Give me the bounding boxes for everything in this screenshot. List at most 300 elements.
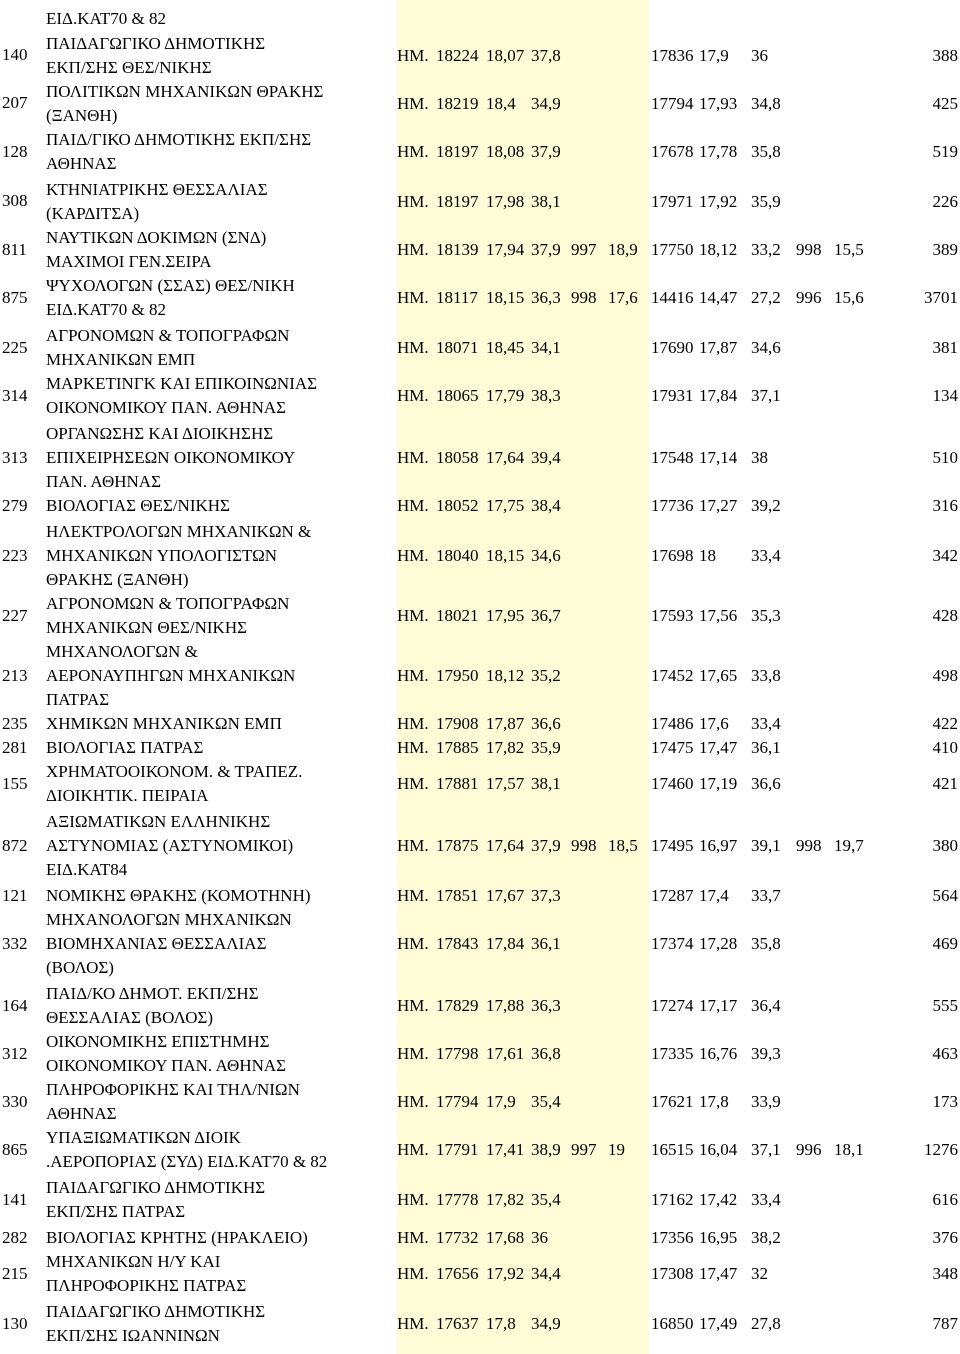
row-code: 811 <box>2 240 27 259</box>
row-value: 34,1 <box>531 338 561 357</box>
row-value: 17931 <box>651 386 694 405</box>
row-value: 15,5 <box>834 240 864 259</box>
table-row <box>0 1226 960 1250</box>
row-hm-label: ΗΜ. <box>397 666 429 685</box>
school-name-line: ΑΘΗΝΑΣ <box>46 154 117 173</box>
row-value: 18,9 <box>608 240 638 259</box>
table-row <box>0 80 960 126</box>
row-value: 33,9 <box>751 1092 781 1111</box>
school-name-line: ΥΠΑΞΙΩΜΑΤΙΚΩΝ ΔΙΟΙΚ <box>46 1128 241 1147</box>
continued-label: ΕΙΔ.ΚΑΤ70 & 82 <box>46 9 167 28</box>
table-row <box>0 1250 960 1298</box>
school-name-line: ΠΑΙΔΑΓΩΓΙΚΟ ΔΗΜΟΤΙΚΗΣ <box>46 34 266 53</box>
row-value: 18040 <box>436 546 479 565</box>
table-row <box>0 226 960 274</box>
table-row <box>0 760 960 808</box>
row-hm-label: ΗΜ. <box>397 774 429 793</box>
school-name-line: ΘΕΣΣΑΛΙΑΣ (ΒΟΛΟΣ) <box>46 1008 214 1027</box>
row-value: 17,68 <box>486 1228 525 1247</box>
row-code: 141 <box>2 1190 28 1209</box>
row-rank: 316 <box>932 496 958 515</box>
row-value: 17,56 <box>699 606 738 625</box>
row-value: 18065 <box>436 386 479 405</box>
row-value: 17,64 <box>486 448 525 467</box>
row-value: 19 <box>608 1140 625 1159</box>
row-code: 164 <box>2 996 28 1015</box>
row-value: 17,79 <box>486 386 525 405</box>
row-value: 17908 <box>436 714 479 733</box>
row-value: 18,4 <box>486 94 516 113</box>
row-value: 17875 <box>436 836 479 855</box>
row-code: 330 <box>2 1092 28 1111</box>
row-rank: 173 <box>932 1092 958 1111</box>
row-school-name <box>46 1250 391 1298</box>
row-value: 15,6 <box>834 288 864 307</box>
row-value: 17794 <box>436 1092 479 1111</box>
row-value: 33,4 <box>751 546 781 565</box>
row-school-name <box>46 520 391 592</box>
row-rank: 1276 <box>924 1140 958 1159</box>
row-value: 38,3 <box>531 386 561 405</box>
row-value: 17950 <box>436 666 479 685</box>
row-value: 18219 <box>436 94 479 113</box>
row-value: 17885 <box>436 738 479 757</box>
school-name-line: (ΞΑΝΘΗ) <box>46 106 118 125</box>
row-value: 17308 <box>651 1264 694 1283</box>
row-value: 35,4 <box>531 1092 561 1111</box>
row-value: 17486 <box>651 714 694 733</box>
row-value: 17,95 <box>486 606 525 625</box>
row-code: 332 <box>2 934 28 953</box>
row-school-name <box>46 32 391 80</box>
row-value: 36,3 <box>531 996 561 1015</box>
row-code: 279 <box>2 496 28 515</box>
row-value: 33,8 <box>751 666 781 685</box>
row-value: 17698 <box>651 546 694 565</box>
row-value: 17,93 <box>699 94 738 113</box>
row-hm-label: ΗΜ. <box>397 448 429 467</box>
row-school-name <box>46 128 391 176</box>
row-value: 17475 <box>651 738 694 757</box>
row-rank: 463 <box>932 1044 958 1063</box>
row-value: 39,4 <box>531 448 561 467</box>
row-value: 34,9 <box>531 1314 561 1333</box>
school-name-line: ΒΙΟΛΟΓΙΑΣ ΚΡΗΤΗΣ (ΗΡΑΚΛΕΙΟ) <box>46 1228 308 1247</box>
school-name-line: (ΒΟΛΟΣ) <box>46 958 114 977</box>
row-code: 213 <box>2 666 28 685</box>
row-hm-label: ΗΜ. <box>397 240 429 259</box>
row-value: 36,7 <box>531 606 561 625</box>
row-value: 34,9 <box>531 94 561 113</box>
row-rank: 616 <box>932 1190 958 1209</box>
row-value: 17,14 <box>699 448 738 467</box>
row-hm-label: ΗΜ. <box>397 606 429 625</box>
row-hm-label: ΗΜ. <box>397 1228 429 1247</box>
row-rank: 421 <box>932 774 958 793</box>
row-value: 18,45 <box>486 338 525 357</box>
school-name-line: ΠΑΙΔΑΓΩΓΙΚΟ ΔΗΜΟΤΙΚΗΣ <box>46 1178 266 1197</box>
row-value: 17,61 <box>486 1044 525 1063</box>
table-row <box>0 736 960 760</box>
school-name-line: ΟΙΚΟΝΟΜΙΚΟΥ ΠΑΝ. ΑΘΗΝΑΣ <box>46 398 287 417</box>
row-code: 282 <box>2 1228 28 1247</box>
row-value: 33,4 <box>751 1190 781 1209</box>
row-value: 34,4 <box>531 1264 561 1283</box>
row-code: 308 <box>2 191 28 210</box>
row-code: 865 <box>2 1140 28 1159</box>
school-name-line: ΑΓΡΟΝΟΜΩΝ & ΤΟΠΟΓΡΑΦΩΝ <box>46 594 290 613</box>
school-name-line: ΕΙΔ.ΚΑΤ84 <box>46 860 128 879</box>
row-school-name <box>46 178 391 226</box>
table-row <box>0 712 960 736</box>
row-value: 18,15 <box>486 546 525 565</box>
table-row <box>0 982 960 1030</box>
row-value: 17,64 <box>486 836 525 855</box>
row-school-name <box>46 760 391 808</box>
row-value: 17,6 <box>699 714 729 733</box>
row-value: 17736 <box>651 496 694 515</box>
row-value: 997 <box>571 1140 597 1159</box>
row-code: 313 <box>2 448 28 467</box>
row-value: 16515 <box>651 1140 694 1159</box>
row-rank: 388 <box>932 46 958 65</box>
row-value: 17778 <box>436 1190 479 1209</box>
row-value: 17750 <box>651 240 694 259</box>
row-value: 38,9 <box>531 1140 561 1159</box>
school-name-line: ΠΑΤΡΑΣ <box>46 690 110 709</box>
school-name-line: ΠΑΙΔ/ΓΙΚΟ ΔΗΜΟΤΙΚΗΣ ΕΚΠ/ΣΗΣ <box>46 130 312 149</box>
row-value: 38,4 <box>531 496 561 515</box>
row-value: 17,75 <box>486 496 525 515</box>
row-value: 38 <box>751 448 768 467</box>
row-value: 17162 <box>651 1190 694 1209</box>
row-value: 997 <box>571 240 597 259</box>
table-row <box>0 908 960 980</box>
row-hm-label: ΗΜ. <box>397 338 429 357</box>
row-hm-label: ΗΜ. <box>397 836 429 855</box>
school-name-line: ΝΟΜΙΚΗΣ ΘΡΑΚΗΣ (ΚΟΜΟΤΗΝΗ) <box>46 886 311 905</box>
row-value: 17,84 <box>486 934 525 953</box>
row-value: 14,47 <box>699 288 738 307</box>
row-rank: 564 <box>932 886 958 905</box>
row-value: 19,7 <box>834 836 864 855</box>
row-value: 17637 <box>436 1314 479 1333</box>
table-row <box>0 32 960 78</box>
row-value: 17794 <box>651 94 694 113</box>
row-value: 17,87 <box>486 714 525 733</box>
row-hm-label: ΗΜ. <box>397 714 429 733</box>
row-value: 37,9 <box>531 240 561 259</box>
row-value: 17836 <box>651 46 694 65</box>
row-school-name <box>46 908 391 980</box>
row-hm-label: ΗΜ. <box>397 46 429 65</box>
school-name-line: ΟΙΚΟΝΟΜΙΚΟΥ ΠΑΝ. ΑΘΗΝΑΣ <box>46 1056 287 1075</box>
school-name-line: ΑΞΙΩΜΑΤΙΚΩΝ ΕΛΛΗΝΙΚΗΣ <box>46 812 271 831</box>
school-name-line: ΟΡΓΑΝΩΣΗΣ ΚΑΙ ΔΙΟΙΚΗΣΗΣ <box>46 424 274 443</box>
row-value: 18,07 <box>486 46 525 65</box>
school-name-line: ΧΗΜΙΚΩΝ ΜΗΧΑΝΙΚΩΝ ΕΜΠ <box>46 714 282 733</box>
row-value: 18,15 <box>486 288 525 307</box>
row-rank: 425 <box>932 94 958 113</box>
row-value: 34,8 <box>751 94 781 113</box>
school-name-line: ΒΙΟΛΟΓΙΑΣ ΘΕΣ/ΝΙΚΗΣ <box>46 496 230 515</box>
row-value: 35,3 <box>751 606 781 625</box>
row-hm-label: ΗΜ. <box>397 1044 429 1063</box>
row-value: 17,47 <box>699 738 738 757</box>
row-value: 17851 <box>436 886 479 905</box>
row-value: 17,82 <box>486 1190 525 1209</box>
row-value: 17656 <box>436 1264 479 1283</box>
row-value: 36,3 <box>531 288 561 307</box>
row-hm-label: ΗΜ. <box>397 1190 429 1209</box>
school-name-line: ΜΗΧΑΝΙΚΩΝ ΘΕΣ/ΝΙΚΗΣ <box>46 618 247 637</box>
row-value: 18021 <box>436 606 479 625</box>
school-name-line: ΑΣΤΥΝΟΜΙΑΣ (ΑΣΤΥΝΟΜΙΚΟΙ) <box>46 836 294 855</box>
row-code: 207 <box>2 93 28 112</box>
row-school-name <box>46 810 391 882</box>
row-value: 18071 <box>436 338 479 357</box>
school-name-line: ΜΗΧΑΝΙΚΩΝ ΥΠΟΛΟΓΙΣΤΩΝ <box>46 546 277 565</box>
school-name-line: ΜΗΧΑΝΙΚΩΝ Η/Υ ΚΑΙ <box>46 1252 221 1271</box>
row-value: 16850 <box>651 1314 694 1333</box>
row-rank: 380 <box>932 836 958 855</box>
row-hm-label: ΗΜ. <box>397 94 429 113</box>
row-value: 17460 <box>651 774 694 793</box>
table-row <box>0 810 960 882</box>
school-name-line: ΘΡΑΚΗΣ (ΞΑΝΘΗ) <box>46 570 189 589</box>
row-value: 17,98 <box>486 192 525 211</box>
row-value: 35,8 <box>751 934 781 953</box>
school-name-line: ΜΑΧΙΜΟΙ ΓΕΝ.ΣΕΙΡΑ <box>46 252 212 271</box>
table-row <box>0 372 960 420</box>
row-rank: 134 <box>932 386 958 405</box>
row-value: 17829 <box>436 996 479 1015</box>
row-value: 35,9 <box>531 738 561 757</box>
row-value: 36 <box>531 1228 548 1247</box>
row-value: 36,6 <box>531 714 561 733</box>
row-hm-label: ΗΜ. <box>397 142 429 161</box>
row-school-name <box>46 884 391 908</box>
row-value: 996 <box>796 1140 822 1159</box>
row-value: 37,9 <box>531 836 561 855</box>
school-name-line: ΕΠΙΧΕΙΡΗΣΕΩΝ ΟΙΚΟΝΟΜΙΚΟΥ <box>46 448 296 467</box>
school-name-line: (ΚΑΡΔΙΤΣΑ) <box>46 204 140 223</box>
row-value: 17,27 <box>699 496 738 515</box>
school-name-line: ΜΗΧΑΝΟΛΟΓΩΝ & <box>46 642 198 661</box>
row-code: 314 <box>2 386 28 405</box>
row-value: 17274 <box>651 996 694 1015</box>
row-value: 998 <box>796 240 822 259</box>
row-hm-label: ΗΜ. <box>397 738 429 757</box>
row-value: 998 <box>796 836 822 855</box>
row-hm-label: ΗΜ. <box>397 546 429 565</box>
row-school-name <box>46 1176 391 1224</box>
row-value: 998 <box>571 836 597 855</box>
row-rank: 226 <box>932 192 958 211</box>
school-name-line: ΑΘΗΝΑΣ <box>46 1104 117 1123</box>
row-school-name <box>46 226 391 274</box>
row-value: 16,97 <box>699 836 738 855</box>
row-value: 17,92 <box>486 1264 525 1283</box>
row-code: 130 <box>2 1314 28 1333</box>
row-value: 33,2 <box>751 240 781 259</box>
row-value: 27,8 <box>751 1314 781 1333</box>
row-value: 17452 <box>651 666 694 685</box>
school-name-line: ΠΟΛΙΤΙΚΩΝ ΜΗΧΑΝΙΚΩΝ ΘΡΑΚΗΣ <box>46 82 324 101</box>
school-name-line: ΝΑΥΤΙΚΩΝ ΔΟΚΙΜΩΝ (ΣΝΔ) <box>46 228 267 247</box>
row-school-name <box>46 1226 391 1250</box>
row-value: 34,6 <box>751 338 781 357</box>
row-value: 17,9 <box>486 1092 516 1111</box>
row-hm-label: ΗΜ. <box>397 996 429 1015</box>
row-value: 17732 <box>436 1228 479 1247</box>
table-row <box>0 592 960 640</box>
table-row <box>0 1126 960 1174</box>
school-name-line: ΕΚΠ/ΣΗΣ ΠΑΤΡΑΣ <box>46 1202 186 1221</box>
row-value: 17,67 <box>486 886 525 905</box>
row-value: 17593 <box>651 606 694 625</box>
row-rank: 376 <box>932 1228 958 1247</box>
row-value: 17287 <box>651 886 694 905</box>
row-code: 227 <box>2 606 28 625</box>
row-value: 18,1 <box>834 1140 864 1159</box>
row-hm-label: ΗΜ. <box>397 1264 429 1283</box>
row-rank: 389 <box>932 240 958 259</box>
school-name-line: ΜΑΡΚΕΤΙΝΓΚ ΚΑΙ ΕΠΙΚΟΙΝΩΝΙΑΣ <box>46 374 318 393</box>
row-school-name <box>46 1126 391 1174</box>
row-value: 17,78 <box>699 142 738 161</box>
row-rank: 422 <box>932 714 958 733</box>
row-value: 17,65 <box>699 666 738 685</box>
school-name-line: ΠΛΗΡΟΦΟΡΙΚΗΣ ΠΑΤΡΑΣ <box>46 1276 247 1295</box>
row-value: 18 <box>699 546 716 565</box>
row-value: 17690 <box>651 338 694 357</box>
row-value: 17,92 <box>699 192 738 211</box>
table-row <box>0 1300 960 1348</box>
row-value: 18117 <box>436 288 478 307</box>
row-value: 18,08 <box>486 142 525 161</box>
row-code: 215 <box>2 1264 28 1283</box>
row-school-name <box>46 274 391 322</box>
row-code: 281 <box>2 738 28 757</box>
row-value: 36,1 <box>751 738 781 757</box>
school-name-line: ΠΛΗΡΟΦΟΡΙΚΗΣ ΚΑΙ ΤΗΛ/ΝΙΩΝ <box>46 1080 300 1099</box>
table-row <box>0 324 960 372</box>
row-rank: 787 <box>932 1314 958 1333</box>
row-school-name <box>46 736 391 760</box>
table-row <box>0 494 960 518</box>
row-code: 225 <box>2 338 28 357</box>
row-value: 17,88 <box>486 996 525 1015</box>
row-value: 18,5 <box>608 836 638 855</box>
school-name-line: ΕΚΠ/ΣΗΣ ΘΕΣ/ΝΙΚΗΣ <box>46 58 212 77</box>
row-value: 17,42 <box>699 1190 738 1209</box>
row-rank: 469 <box>932 934 958 953</box>
row-school-name <box>46 372 391 420</box>
row-rank: 498 <box>932 666 958 685</box>
table-row <box>0 178 960 224</box>
row-value: 37,3 <box>531 886 561 905</box>
row-value: 34,6 <box>531 546 561 565</box>
row-value: 17,8 <box>699 1092 729 1111</box>
table-row <box>0 1078 960 1126</box>
row-code: 235 <box>2 714 28 733</box>
row-value: 32 <box>751 1264 768 1283</box>
row-value: 35,4 <box>531 1190 561 1209</box>
row-hm-label: ΗΜ. <box>397 934 429 953</box>
row-value: 36,6 <box>751 774 781 793</box>
row-code: 128 <box>2 142 28 161</box>
row-value: 16,76 <box>699 1044 738 1063</box>
row-value: 17791 <box>436 1140 479 1159</box>
row-hm-label: ΗΜ. <box>397 1314 429 1333</box>
school-name-line: ΨΥΧΟΛΟΓΩΝ (ΣΣΑΣ) ΘΕΣ/ΝΙΚΗ <box>46 276 295 295</box>
row-value: 39,2 <box>751 496 781 515</box>
row-value: 17881 <box>436 774 479 793</box>
row-school-name <box>46 1030 391 1078</box>
row-hm-label: ΗΜ. <box>397 386 429 405</box>
row-value: 37,9 <box>531 142 561 161</box>
row-hm-label: ΗΜ. <box>397 886 429 905</box>
row-value: 18197 <box>436 192 479 211</box>
row-rank: 410 <box>932 738 958 757</box>
school-name-line: ΑΓΡΟΝΟΜΩΝ & ΤΟΠΟΓΡΑΦΩΝ <box>46 326 290 345</box>
row-school-name <box>46 80 391 128</box>
row-value: 17,84 <box>699 386 738 405</box>
school-name-line: ΟΙΚΟΝΟΜΙΚΗΣ ΕΠΙΣΤΗΜΗΣ <box>46 1032 270 1051</box>
row-value: 38,1 <box>531 192 561 211</box>
row-value: 17,4 <box>699 886 729 905</box>
school-name-line: ΕΚΠ/ΣΗΣ ΙΩΑΝΝΙΝΩΝ <box>46 1326 220 1345</box>
school-name-line: ΔΙΟΙΚΗΤΙΚ. ΠΕΙΡΑΙΑ <box>46 786 209 805</box>
row-value: 18139 <box>436 240 479 259</box>
row-value: 35,9 <box>751 192 781 211</box>
row-value: 18,12 <box>486 666 525 685</box>
row-code: 312 <box>2 1044 28 1063</box>
row-code: 140 <box>2 45 28 64</box>
school-name-line: ΚΤΗΝΙΑΤΡΙΚΗΣ ΘΕΣΣΑΛΙΑΣ <box>46 180 268 199</box>
row-code: 875 <box>2 288 28 307</box>
row-value: 17,87 <box>699 338 738 357</box>
row-value: 35,8 <box>751 142 781 161</box>
row-value: 17,8 <box>486 1314 516 1333</box>
row-code: 223 <box>2 546 28 565</box>
row-value: 39,1 <box>751 836 781 855</box>
row-value: 17,9 <box>699 46 729 65</box>
row-hm-label: ΗΜ. <box>397 288 429 307</box>
table-row <box>0 128 960 176</box>
school-name-line: ΠΑΙΔΑΓΩΓΙΚΟ ΔΗΜΟΤΙΚΗΣ <box>46 1302 266 1321</box>
row-value: 18197 <box>436 142 479 161</box>
table-row <box>0 640 960 712</box>
row-school-name <box>46 982 391 1030</box>
row-value: 18224 <box>436 46 479 65</box>
school-name-line: ΠΑΝ. ΑΘΗΝΑΣ <box>46 472 161 491</box>
row-value: 17678 <box>651 142 694 161</box>
row-value: 39,3 <box>751 1044 781 1063</box>
table-row <box>0 884 960 908</box>
row-value: 17798 <box>436 1044 479 1063</box>
row-hm-label: ΗΜ. <box>397 1140 429 1159</box>
row-rank: 348 <box>932 1264 958 1283</box>
row-hm-label: ΗΜ. <box>397 1092 429 1111</box>
row-hm-label: ΗΜ. <box>397 496 429 515</box>
row-school-name <box>46 712 391 736</box>
row-value: 18052 <box>436 496 479 515</box>
row-value: 17971 <box>651 192 694 211</box>
row-value: 38,1 <box>531 774 561 793</box>
row-rank: 3701 <box>924 288 958 307</box>
